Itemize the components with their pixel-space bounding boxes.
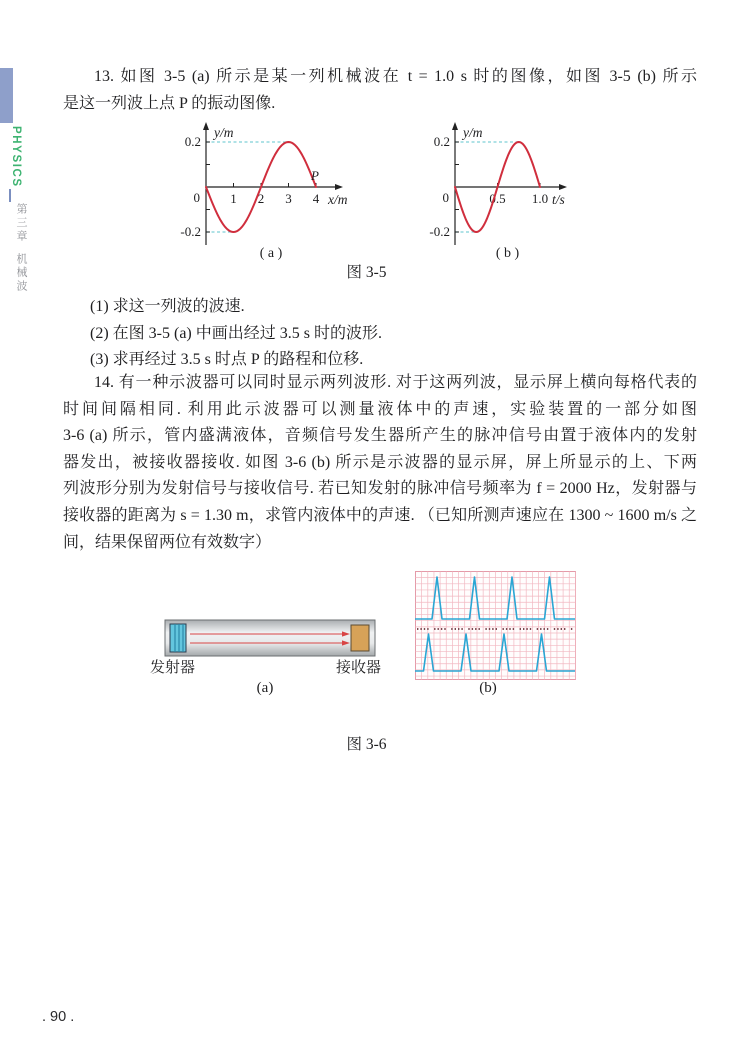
svg-text:2: 2: [257, 191, 265, 206]
question-3: (3) 求再经过 3.5 s 时点 P 的路程和位移.: [90, 351, 364, 369]
fig3-5b-vibration-graph: [425, 115, 655, 260]
problem-14-text: [63, 370, 697, 556]
page-number: . 90 .: [42, 1009, 75, 1025]
svg-text:y/m: y/m: [463, 125, 483, 140]
sidebar-chapter-label: 第三章: [15, 203, 27, 244]
fig3-6a-tube-diagram: [158, 612, 383, 662]
svg-text:4: 4: [312, 191, 320, 206]
receiver-icon: [351, 625, 369, 651]
sidebar-accent-block: [0, 68, 13, 123]
svg-text:0.5: 0.5: [489, 191, 506, 206]
fig3-6-caption: 图 3-6: [346, 736, 387, 753]
liquid-tube: [165, 620, 375, 656]
problem-13-text: [63, 64, 697, 117]
svg-text:-0.2: -0.2: [429, 224, 450, 239]
svg-text:( a ): ( a ): [259, 246, 283, 260]
svg-text:y/m: y/m: [214, 125, 234, 140]
sidebar-brand-physics: PHYSICS: [10, 126, 22, 188]
fig3-6a-sublabel: (a): [256, 680, 274, 696]
svg-text:t/s: t/s: [552, 192, 565, 207]
sidebar-divider-line: [9, 189, 11, 202]
problem-14-line-6: 接收器的距离为 s = 1.30 m，求管内液体中的声速. （已知所测声速应在 1300 ~ 1600 m/s 之: [63, 506, 697, 524]
svg-text:P: P: [311, 168, 319, 183]
problem-13-questions: [63, 294, 697, 374]
svg-text:0: 0: [193, 190, 200, 205]
svg-text:0.2: 0.2: [433, 134, 450, 149]
problem-14-line-7: 间，结果保留两位有效数字）: [63, 533, 272, 551]
problem-14-line-1: 14. 有一种示波器可以同时显示两列波形. 对于这两列波，显示屏上横向每格代表的: [94, 374, 697, 391]
fig3-6b-sublabel: (b): [479, 680, 497, 696]
svg-text:1: 1: [230, 191, 237, 206]
svg-text:3: 3: [285, 191, 292, 206]
fig3-5-caption: 图 3-5: [346, 264, 387, 281]
svg-text:0: 0: [442, 190, 449, 205]
svg-text:0.2: 0.2: [184, 134, 201, 149]
problem-14-line-3: 3-6 (a) 所示，管内盛满液体，音频信号发生器所产生的脉冲信号由置于液体内的发射: [63, 427, 697, 445]
problem-13-line-1: 13. 如图 3-5 (a) 所示是某一列机械波在 t = 1.0 s 时的图像，如图 3-5 (b) 所示: [94, 68, 697, 85]
fig3-5a-wave-graph: [176, 115, 406, 260]
problem-13-line-2: 是这一列波上点 P 的振动图像.: [63, 94, 276, 112]
fig3-6b-oscilloscope-screen: [415, 571, 576, 681]
problem-14-line-4: 器发出，被接收器接收. 如图 3-6 (b) 所示是示波器的显示屏，屏上所显示的上、下两: [63, 453, 697, 471]
question-1: (1) 求这一列波的波速.: [90, 298, 245, 315]
svg-text:1.0: 1.0: [531, 191, 549, 206]
transmitter-icon: [170, 624, 186, 652]
sidebar-chapter-subject: 机械波: [15, 253, 27, 294]
svg-text:x/m: x/m: [328, 192, 348, 207]
problem-14-line-5: 列波形分别为发射信号与接收信号. 若已知发射的脉冲信号频率为 f = 2000 Hz，发射器与: [63, 480, 697, 498]
receiver-label: 接收器: [336, 660, 382, 676]
transmitter-label: 发射器: [150, 660, 196, 676]
question-2: (2) 在图 3-5 (a) 中画出经过 3.5 s 时的波形.: [90, 324, 382, 342]
problem-14-line-2: 时间间隔相同. 利用此示波器可以测量液体中的声速，实验装置的一部分如图: [63, 400, 697, 418]
svg-text:( b ): ( b ): [495, 246, 520, 260]
svg-text:-0.2: -0.2: [180, 224, 201, 239]
